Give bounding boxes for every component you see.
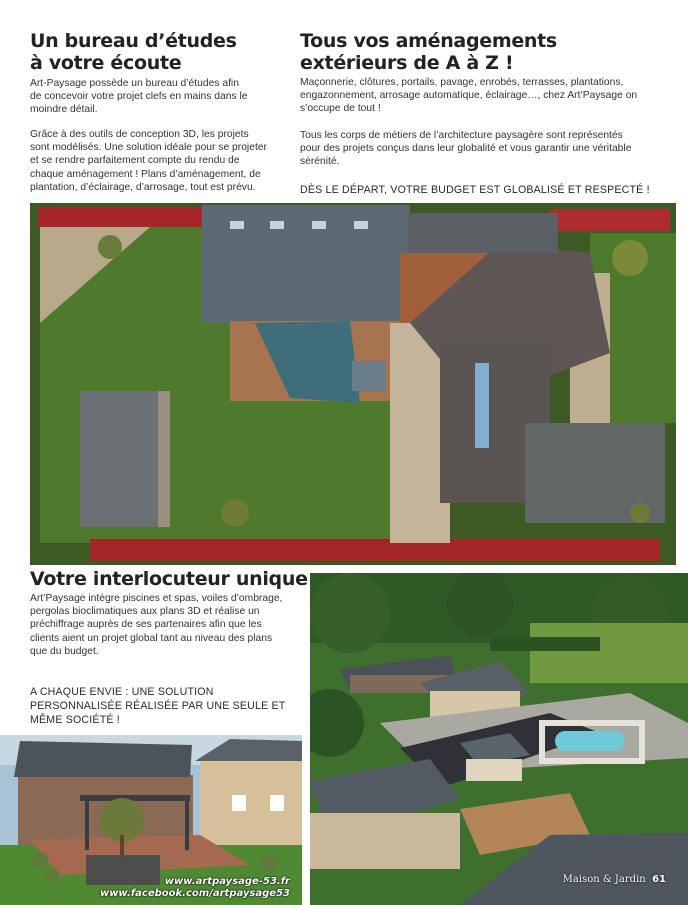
budget-highlight: DÈS LE DÉPART, VOTRE BUDGET EST GLOBALISÉ ET RESPECTÉ ! <box>300 184 650 196</box>
facebook-link[interactable]: www.facebook.com/artpaysage53 <box>99 888 290 899</box>
3d-render-photo <box>0 735 302 905</box>
landscaping-paragraph-2: Tous les corps de métiers de l’architecture paysagère sont représentés pour des projets conçus dans leur globalité et vous garantir une véritable sérénité. <box>300 130 632 168</box>
heading-single-contact: Votre interlocuteur unique <box>30 568 308 590</box>
single-contact-paragraph: Art’Paysage intègre piscines et spas, voiles d’ombrage, pergolas bioclimatiques aux plans 3D et réalise un préchiffrage auprès de ses partenaires afin que les clients aient un projet global tant au niveau des plans que du budget. <box>30 593 283 657</box>
landscaping-paragraph-1: Maçonnerie, clôtures, portails, pavage, enrobés, terrasses, plantations, engazonnement, arrosage automatique, éclairage…, chez Art’Paysage on s’occupe de tout ! <box>300 77 638 115</box>
heading-line: Un bureau d’études <box>30 30 237 52</box>
website-link[interactable]: www.artpaysage-53.fr <box>164 876 290 887</box>
page-folio <box>563 874 666 885</box>
heading-line: à votre écoute <box>30 52 182 74</box>
heading-line: extérieurs de A à Z ! <box>300 52 514 74</box>
heading-landscaping <box>300 30 557 74</box>
magazine-name: Maison & Jardin <box>562 874 646 885</box>
aerial-garden-photo <box>30 203 676 565</box>
heading-line: Tous vos aménagements <box>300 30 557 52</box>
design-office-paragraph-1: Art-Paysage possède un bureau d’études afin de concevoir votre projet clefs en mains dans le moindre détail. <box>30 78 248 116</box>
design-office-paragraph-2: Grâce à des outils de conception 3D, les projets sont modélisés. Une solution idéale pour se projeter et se rendre parfaitement compte du rendu de chaque aménagement ! Plans d’aménagement, de plantation, d’éclairage, d’arrosage, tout est prévu. <box>30 129 267 193</box>
heading-design-office <box>30 30 237 74</box>
website-credits <box>100 876 290 900</box>
page-number: 61 <box>652 874 666 885</box>
estate-drone-photo <box>310 573 688 905</box>
single-company-highlight: A CHAQUE ENVIE : UNE SOLUTION PERSONNALISÉE RÉALISÉE PAR UNE SEULE ET MÊME SOCIÉTÉ ! <box>30 686 286 726</box>
